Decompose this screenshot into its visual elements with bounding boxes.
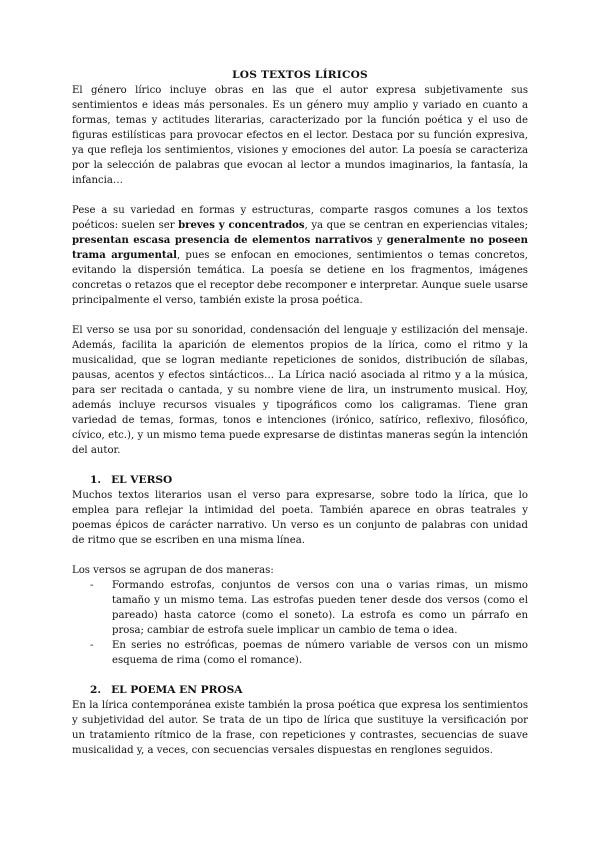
features-paragraph	[72, 203, 528, 308]
prosa-body-paragraph: En la lírica contemporánea existe también la prosa poética que expresa los sentimientos y subjetividad del autor. Se trata de un tipo de lírica que sustituye la versificación por un tratamiento rítmico de la frase, con repeticiones y contrastes, secuencias de suave musicalidad y, a veces, con secuencias versales dispuestas en renglones seguidos.	[72, 700, 528, 756]
section-number: 2.	[90, 684, 102, 696]
section-heading-verso	[90, 473, 528, 488]
features-bold-2: presentan escasa presencia de elementos narrativos	[72, 235, 373, 246]
section-title: EL POEMA EN PROSA	[111, 684, 243, 696]
paragraph-gap	[72, 458, 528, 473]
list-item	[90, 578, 528, 638]
document-title: LOS TEXTOS LÍRICOS	[232, 69, 368, 81]
features-bold-1: breves y concentrados	[178, 220, 305, 231]
paragraph-gap	[72, 668, 528, 683]
verse-usage-paragraph: El verso se usa por su sonoridad, condensación del lenguaje y estilización del mensaje. Además, facilita la aparición de elementos propios de la lírica, como el ritmo y la musicalidad, que se logran mediante repeticiones de sonidos, distribución de sílabas, pausas, acentos y efectos sintácticos… La Lírica nació asociada al ritmo y a la música, para ser recitada o cantada, y su nombre viene de lira, un instrumento musical. Hoy, además incluye recursos visuales y tipográficos como los caligramas. Tiene gran variedad de temas, formas, tonos e intenciones (irónico, satírico, reflexivo, filosófico, cívico, etc.), y un mismo tema puede expresarse de distintas maneras según la intención del autor.	[72, 325, 528, 456]
list-item-text: En series no estróficas, poemas de número variable de versos con un mismo esquema de rima (como el romance).	[112, 640, 528, 666]
verse-grouping-list	[72, 578, 528, 668]
paragraph-gap	[72, 548, 528, 563]
paragraph-gap	[72, 308, 528, 323]
features-bold-3: generalmente no poseen trama argumental	[72, 235, 528, 261]
verso-list-intro: Los versos se agrupan de dos maneras:	[72, 565, 274, 576]
list-item-text: Formando estrofas, conjuntos de versos con una o varias rimas, un mismo tamaño y un mismo tema. Las estrofas pueden tener desde dos versos (como el pareado) hasta catorce (como el soneto). La estrofa es como un párrafo en prosa; cambiar de estrofa suele implicar un cambio de tema o idea.	[112, 580, 528, 636]
verso-body-paragraph: Muchos textos literarios usan el verso para expresarse, sobre todo la lírica, que lo emplea para reflejar la intimidad del poeta. También aparece en obras teatrales y poemas épicos de carácter narrativo. Un verso es un conjunto de palabras con unidad de ritmo que se escriben en una misma línea.	[72, 490, 528, 546]
section-heading-poema-prosa	[90, 683, 528, 698]
intro-paragraph: El género lírico incluye obras en las que el autor expresa subjetivamente sus sentimientos e ideas más personales. Es un género muy amplio y variado en cuanto a formas, temas y actitudes literarias, caracterizado por la función poética y el uso de figuras estilísticas para provocar efectos en el lector. Destaca por su función expresiva, ya que refleja los sentimientos, visiones y emociones del autor. La poesía se caracteriza por la selección de palabras que evocan al lector a mundos imaginarios, la fantasía, la infancia…	[72, 85, 528, 186]
dash-bullet: -	[90, 640, 94, 651]
features-text-2: , ya que se centran en experiencias vitales;	[304, 220, 528, 231]
dash-bullet: -	[90, 580, 94, 591]
features-text-3: y	[372, 235, 387, 246]
features-text-4: , pues se enfocan en emociones, sentimientos o temas concretos, evitando la dispersión temática. La poesía se detiene en los fragmentos, imágenes concretas o retazos que el receptor debe recomponer e interpretar. Aunque suele usarse principalmente el verso, también existe la prosa poética.	[72, 250, 528, 306]
section-number: 1.	[90, 474, 102, 486]
list-item	[90, 638, 528, 668]
section-title: EL VERSO	[111, 474, 173, 486]
paragraph-gap	[72, 188, 528, 203]
features-text-1: Pese a su variedad en formas y estructuras, comparte rasgos comunes a los textos poéticos: suelen ser	[72, 205, 528, 231]
